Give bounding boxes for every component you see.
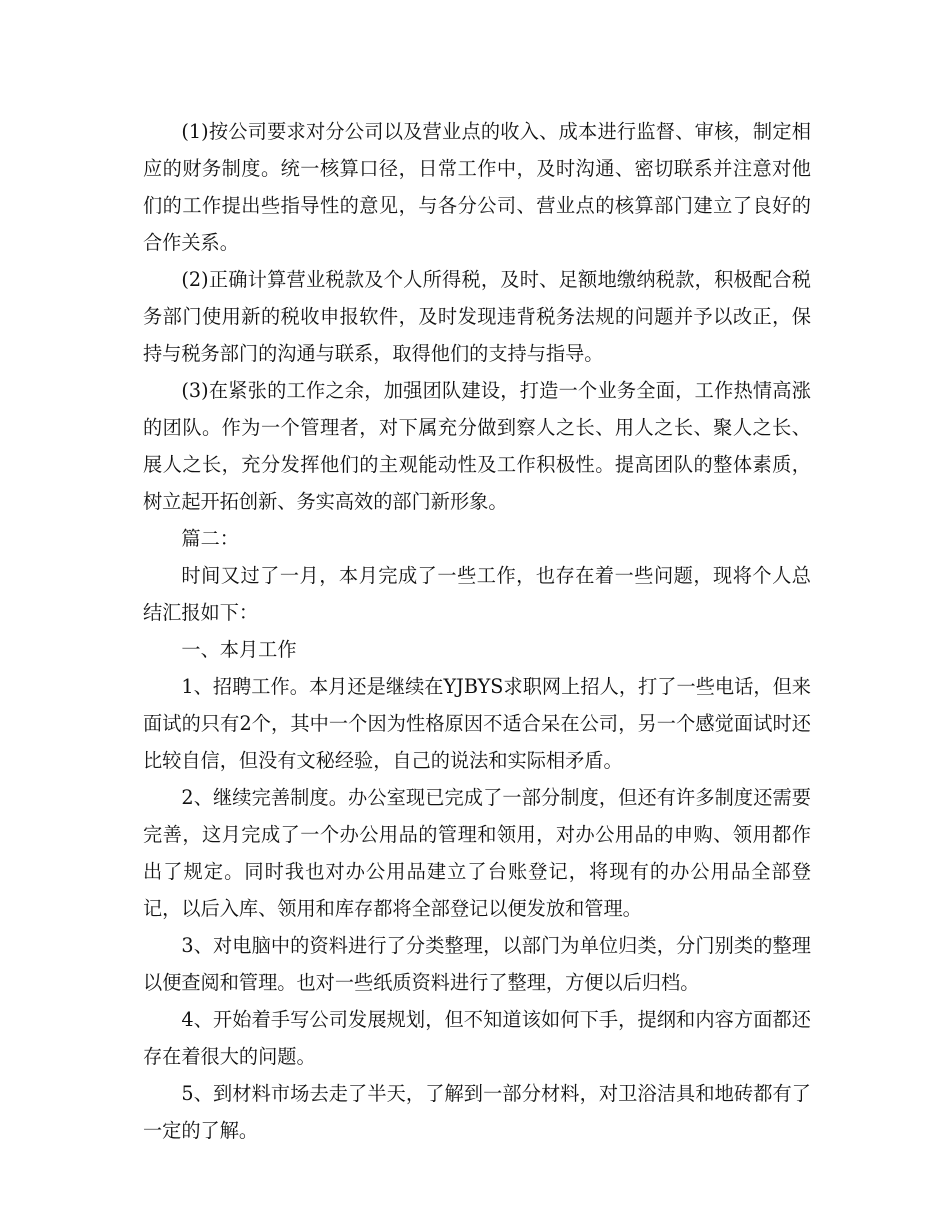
document-body bbox=[143, 113, 811, 1149]
section-heading-part-two: 篇二： bbox=[181, 527, 239, 550]
section-heading-this-month-work: 一、本月工作 bbox=[181, 638, 297, 661]
work-item-system-improvement: 2、继续完善制度。办公室现已完成了一部分制度，但还有许多制度还需要完善，这月完成了一个办公用品的管理和领用，对办公用品的申购、领用都作出了规定。同时我也对办公用品建立了台账登记，将现有的办公用品全部登记，以后入库、领用和库存都将全部登记以便发放和管理。 bbox=[143, 786, 811, 920]
paragraph-item-2: (2)正确计算营业税款及个人所得税，及时、足额地缴纳税款，积极配合税务部门使用新的税收申报软件，及时发现违背税务法规的问题并予以改正，保持与税务部门的沟通与联系，取得他们的支持与指导。 bbox=[143, 268, 811, 365]
work-item-development-plan: 4、开始着手写公司发展规划，但不知道该如何下手，提纲和内容方面都还存在着很大的问题。 bbox=[143, 1008, 811, 1068]
work-item-file-organization: 3、对电脑中的资料进行了分类整理，以部门为单位归类，分门别类的整理以便查阅和管理。也对一些纸质资料进行了整理，方便以后归档。 bbox=[143, 934, 811, 994]
paragraph-item-3: (3)在紧张的工作之余，加强团队建设，打造一个业务全面，工作热情高涨的团队。作为一个管理者，对下属充分做到察人之长、用人之长、聚人之长、展人之长，充分发挥他们的主观能动性及工作积极性。提高团队的整体素质，树立起开拓创新、务实高效的部门新形象。 bbox=[143, 379, 811, 513]
work-item-material-market: 5、到材料市场去走了半天，了解到一部分材料，对卫浴洁具和地砖都有了一定的了解。 bbox=[143, 1082, 811, 1142]
paragraph-item-1: (1)按公司要求对分公司以及营业点的收入、成本进行监督、审核，制定相应的财务制度。统一核算口径，日常工作中，及时沟通、密切联系并注意对他们的工作提出些指导性的意见，与各分公司、营业点的核算部门建立了良好的合作关系。 bbox=[143, 120, 811, 254]
work-item-recruitment: 1、招聘工作。本月还是继续在YJBYS求职网上招人，打了一些电话，但来面试的只有2个，其中一个因为性格原因不适合呆在公司，另一个感觉面试时还比较自信，但没有文秘经验，自己的说法和实际相矛盾。 bbox=[143, 675, 811, 772]
summary-intro-paragraph: 时间又过了一月，本月完成了一些工作，也存在着一些问题，现将个人总结汇报如下： bbox=[143, 564, 811, 624]
